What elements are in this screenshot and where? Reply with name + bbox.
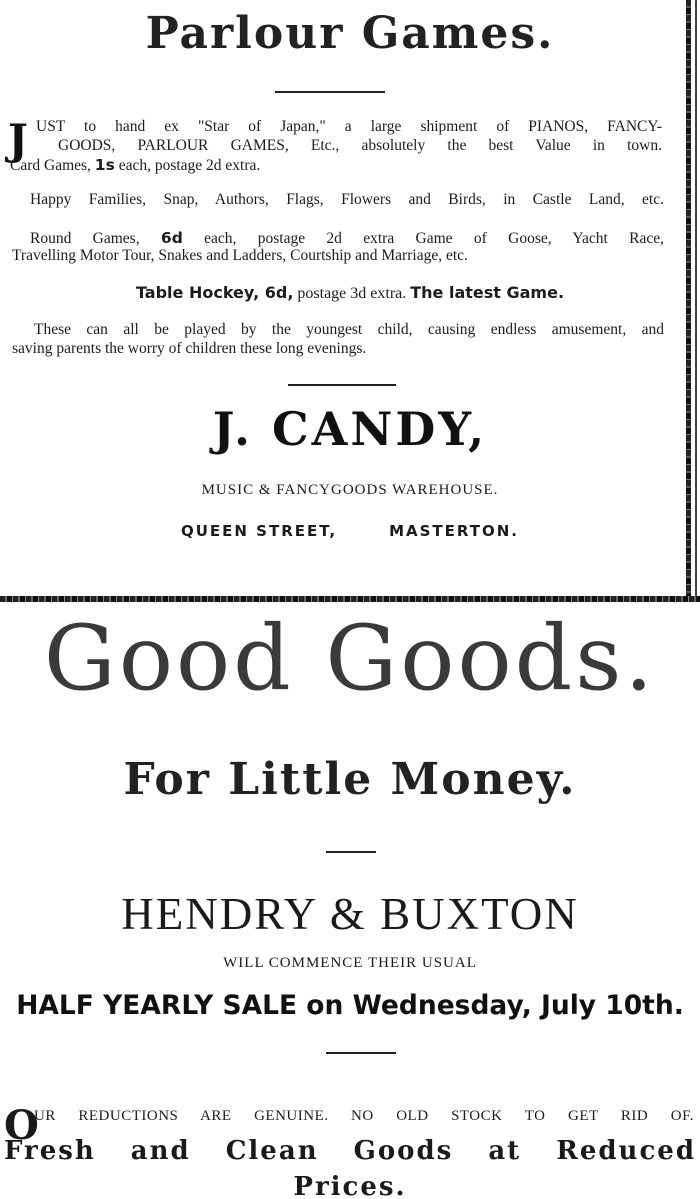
drop-cap-o: O: [4, 1102, 39, 1149]
reductions-line: UR REDUCTIONS ARE GENUINE. NO OLD STOCK TO GET RID OF.: [34, 1108, 694, 1124]
card-games-text: Card Games,: [10, 157, 95, 174]
divider-rule: [326, 1052, 396, 1054]
divider-rule: [275, 91, 385, 93]
divider-rule: [288, 384, 396, 386]
intro-line-2: GOODS, PARLOUR GAMES, Etc., absolutely the best Value in town.: [58, 137, 662, 154]
merchant-name-hendry-buxton: HENDRY & BUXTON: [121, 889, 579, 939]
happy-families-line: Happy Families, Snap, Authors, Flags, Flowers and Birds, in Castle Land, etc.: [30, 191, 664, 208]
table-hockey-postage: postage 3d extra.: [293, 285, 411, 302]
half-yearly-sale-text: HALF YEARLY SALE on Wednesday, July 10th.: [16, 990, 684, 1021]
intro-line-3: [10, 155, 660, 176]
commence-text: WILL COMMENCE THEIR USUAL: [223, 955, 477, 971]
round-games-price: 6d: [160, 229, 183, 247]
divider-rule: [326, 851, 376, 853]
table-hockey-line: [0, 283, 700, 304]
card-games-price: 1s: [94, 156, 115, 174]
round-games-rest: each, postage 2d extra Game of Goose, Yacht Race,: [182, 230, 664, 247]
good-goods-headline: Good Goods.: [43, 606, 657, 711]
prices-line: Prices.: [293, 1172, 407, 1199]
fresh-goods-line: Fresh and Clean Goods at Reduced: [4, 1136, 696, 1166]
little-money-subhead: For Little Money.: [123, 754, 577, 805]
amusement-line-2: saving parents the worry of children these long evenings.: [12, 340, 367, 357]
round-games-text: Round Games,: [30, 230, 161, 247]
amusement-line-1: These can all be played by the youngest child, causing endless amusement, and: [34, 321, 664, 338]
merchant-name-candy: J. CANDY,: [212, 402, 488, 456]
section-separator-rule: [0, 596, 700, 602]
table-hockey-price: Table Hockey, 6d,: [135, 283, 294, 302]
warehouse-subtitle: MUSIC & FANCYGOODS WAREHOUSE.: [201, 482, 499, 498]
intro-line-1: UST to hand ex "Star of Japan," a large shipment of PIANOS, FANCY-: [36, 118, 662, 135]
parlour-games-title: Parlour Games.: [145, 8, 555, 59]
street-name: QUEEN STREET,: [180, 522, 338, 540]
address-line: [0, 522, 700, 540]
card-games-postage: each, postage 2d extra.: [114, 157, 261, 174]
town-name: MASTERTON.: [389, 522, 519, 540]
latest-game-text: The latest Game.: [410, 283, 565, 302]
drop-cap-j: J: [8, 115, 28, 164]
round-games-line-2: Travelling Motor Tour, Snakes and Ladders, Courtship and Marriage, etc.: [12, 247, 468, 264]
